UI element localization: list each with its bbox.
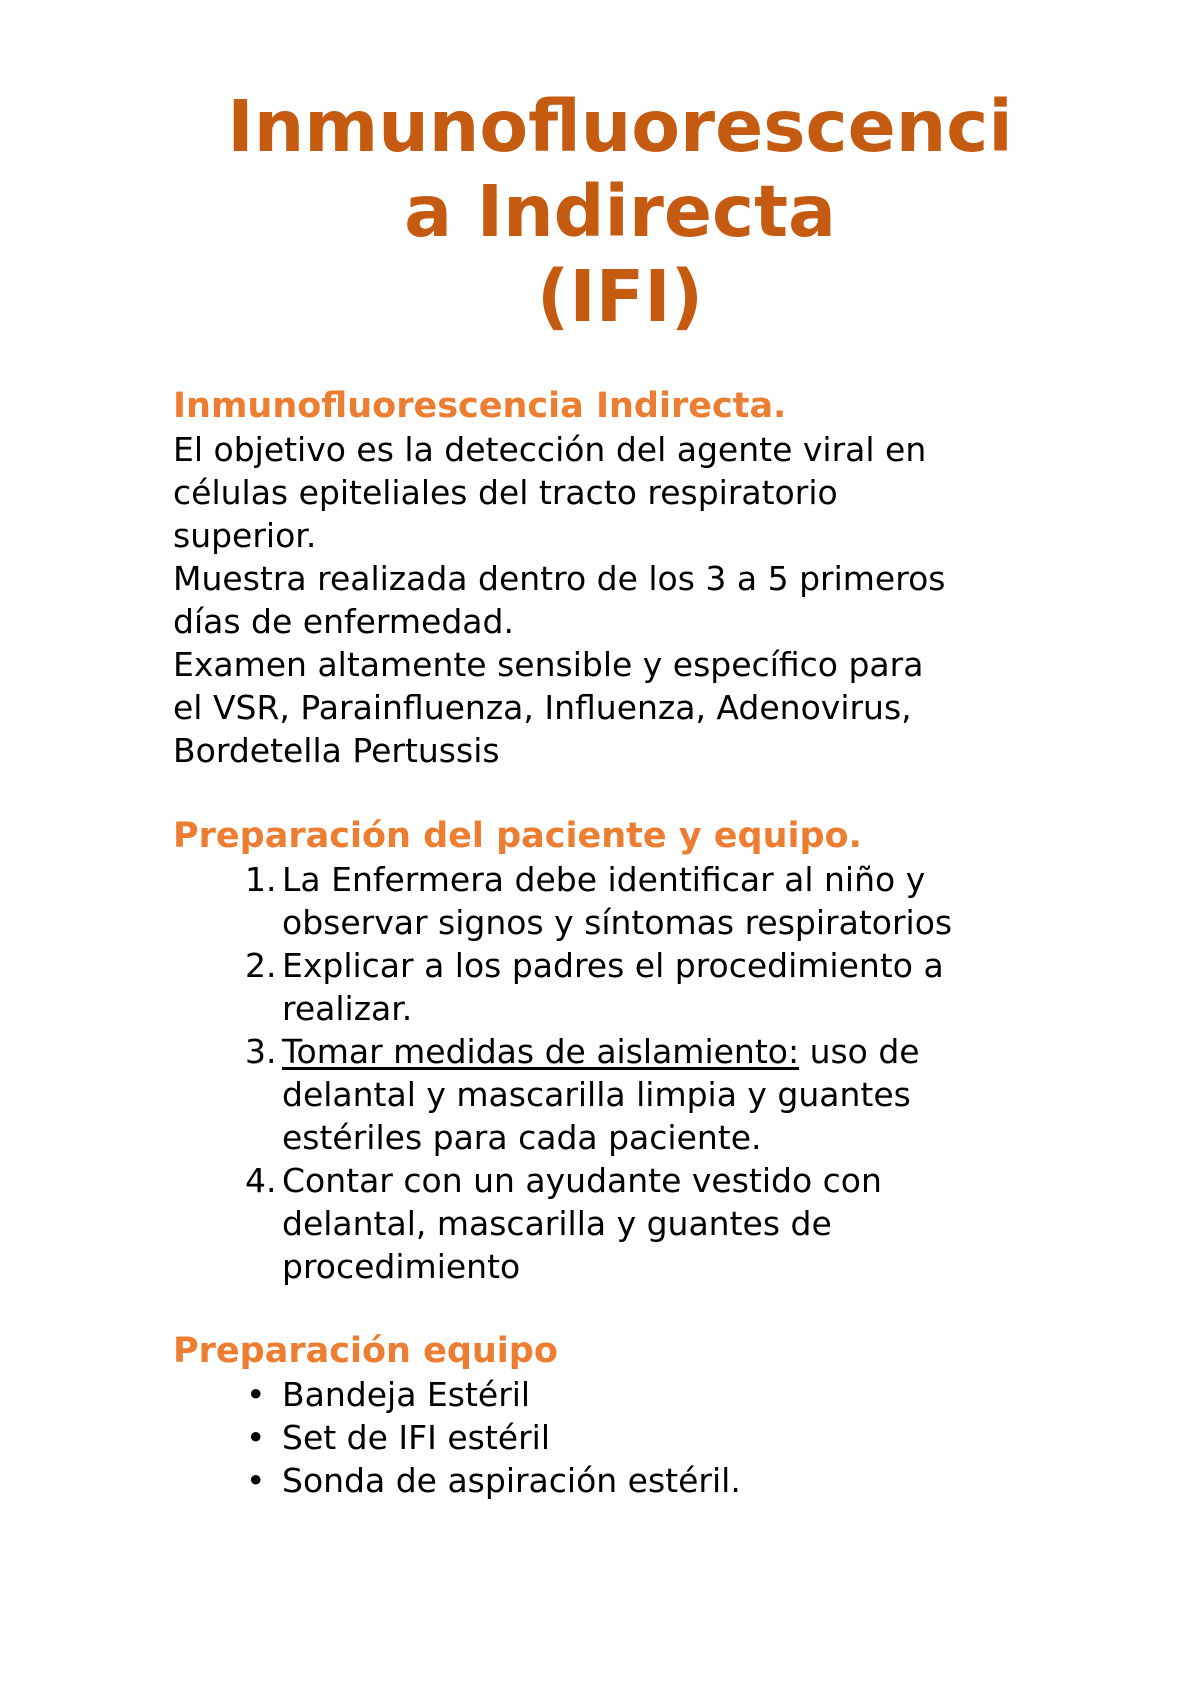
step-line: delantal y mascarilla limpia y guantes xyxy=(282,1075,911,1114)
intro-line: El objetivo es la detección del agente viral en xyxy=(173,430,927,469)
title-line-3: (IFI) xyxy=(536,255,704,338)
list-item xyxy=(173,1416,1073,1459)
intro-line: Examen altamente sensible y específico para xyxy=(173,645,924,684)
prep-steps-list xyxy=(173,858,1073,1288)
step-line: La Enfermera debe identificar al niño y xyxy=(282,860,926,899)
list-item xyxy=(173,944,1073,1030)
intro-line: el VSR, Parainfluenza, Influenza, Adenovirus, xyxy=(173,688,912,727)
list-item xyxy=(173,858,1073,944)
equipment-item: Bandeja Estéril xyxy=(282,1375,531,1414)
list-item xyxy=(173,1373,1073,1416)
step-line: Explicar a los padres el procedimiento a xyxy=(282,946,944,985)
bullet-icon: • xyxy=(246,1461,266,1500)
underlined-text: Tomar medidas de aislamiento: xyxy=(282,1032,800,1071)
step-line: realizar. xyxy=(282,989,413,1028)
step-text: uso de xyxy=(799,1032,920,1071)
intro-section xyxy=(173,385,1073,772)
equipment-item: Sonda de aspiración estéril. xyxy=(282,1461,741,1500)
step-line: estériles para cada paciente. xyxy=(282,1118,762,1157)
equipment-heading: Preparación equipo xyxy=(173,1331,558,1371)
intro-line: superior. xyxy=(173,516,317,555)
step-number: 1. xyxy=(245,860,277,899)
list-item xyxy=(173,1159,1073,1288)
equipment-list xyxy=(173,1373,1073,1502)
prep-section xyxy=(173,815,1073,1288)
equipment-section xyxy=(173,1330,1073,1502)
intro-line: días de enfermedad. xyxy=(173,602,514,641)
bullet-icon: • xyxy=(246,1375,266,1414)
intro-line: Bordetella Pertussis xyxy=(173,731,500,770)
step-line: delantal, mascarilla y guantes de xyxy=(282,1204,832,1243)
prep-heading: Preparación del paciente y equipo. xyxy=(173,816,862,856)
step-number: 4. xyxy=(245,1161,277,1200)
title-line-2: a Indirecta xyxy=(404,170,836,253)
document-title xyxy=(170,84,1070,339)
step-number: 3. xyxy=(245,1032,277,1071)
bullet-icon: • xyxy=(246,1418,266,1457)
intro-line: Muestra realizada dentro de los 3 a 5 primeros xyxy=(173,559,946,598)
step-line: procedimiento xyxy=(282,1247,521,1286)
intro-line: células epiteliales del tracto respiratorio xyxy=(173,473,838,512)
equipment-item: Set de IFI estéril xyxy=(282,1418,550,1457)
step-line xyxy=(282,1030,1073,1073)
step-number: 2. xyxy=(245,946,277,985)
list-item xyxy=(173,1030,1073,1159)
step-line: Contar con un ayudante vestido con xyxy=(282,1161,882,1200)
list-item xyxy=(173,1459,1073,1502)
intro-heading: Inmunofluorescencia Indirecta. xyxy=(173,386,787,426)
title-line-1: Inmunofluorescenci xyxy=(227,85,1013,168)
step-line: observar signos y síntomas respiratorios xyxy=(282,903,953,942)
